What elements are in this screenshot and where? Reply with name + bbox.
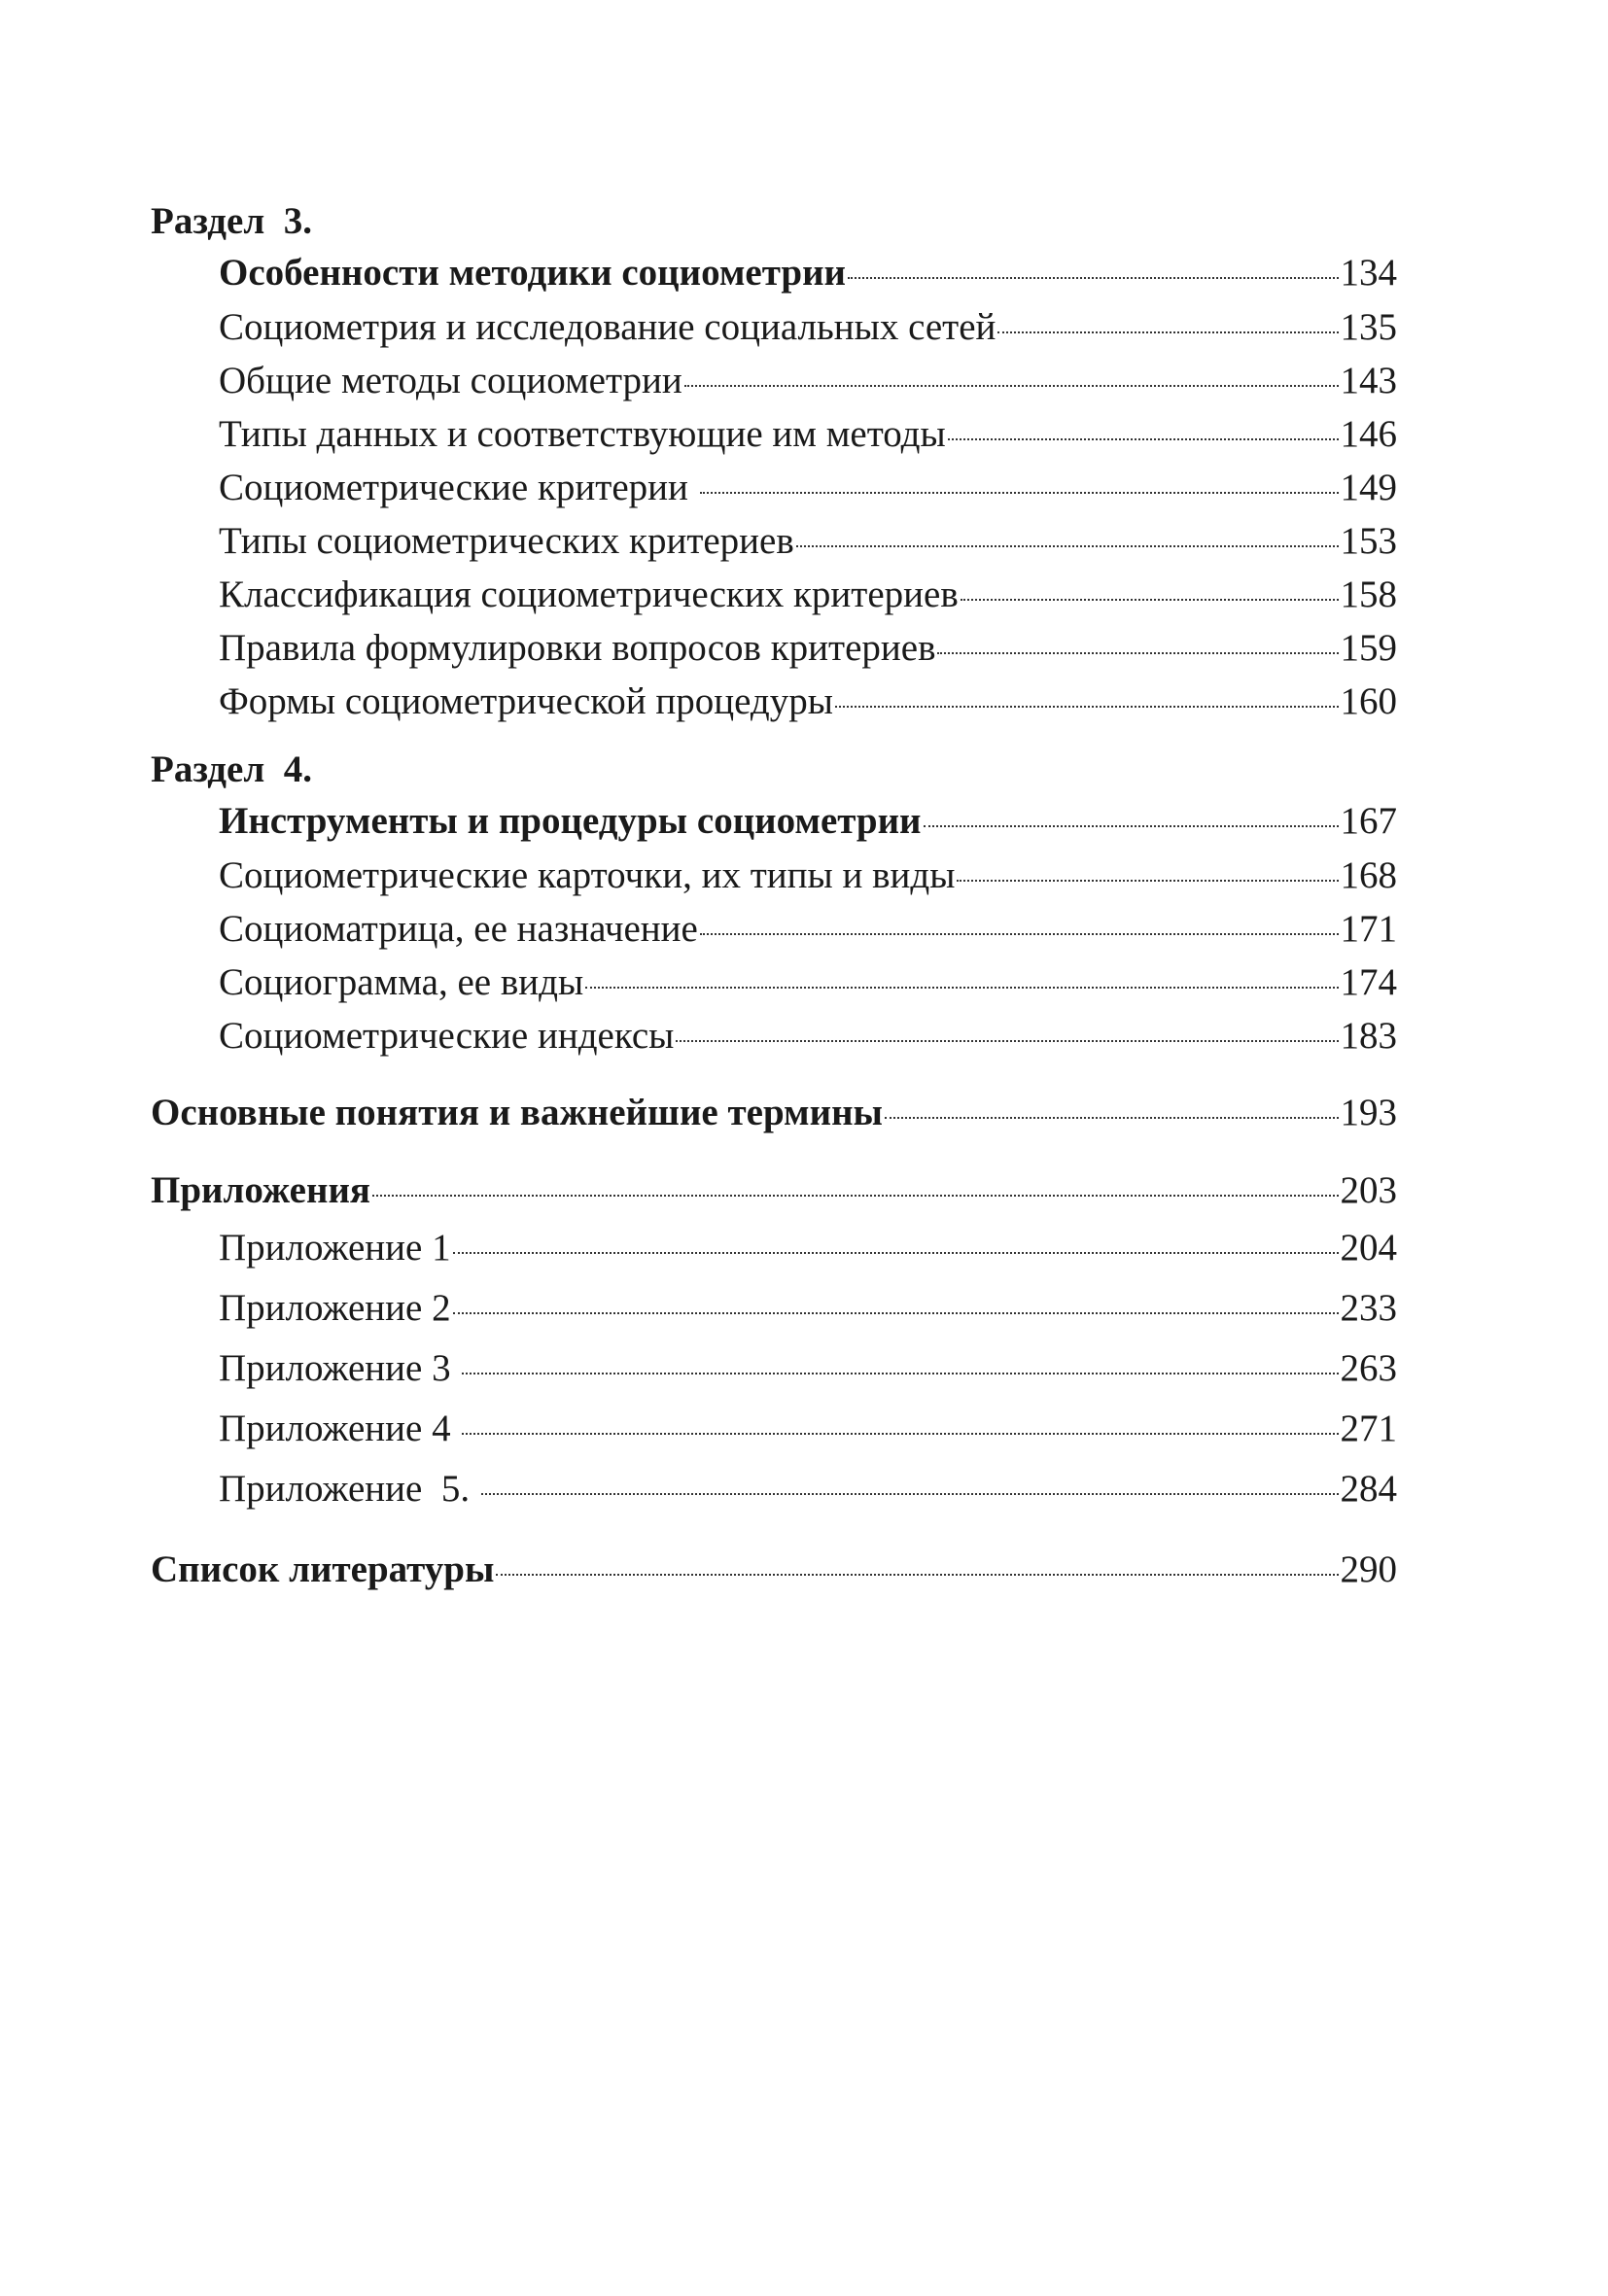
dot-leader	[684, 385, 1339, 387]
toc-entry-title: Приложение 2	[219, 1287, 451, 1329]
toc-entry-title: Общие методы социометрии	[219, 360, 682, 401]
toc-entry[interactable]	[151, 902, 1397, 956]
dot-leader	[585, 987, 1338, 989]
toc-entry[interactable]	[151, 514, 1397, 568]
toc-entry-title: Приложение 1	[219, 1227, 451, 1269]
dot-leader	[453, 1312, 1339, 1314]
toc-page-number: 158	[1340, 574, 1397, 615]
toc-page-number: 171	[1340, 908, 1397, 950]
toc-page-number: 290	[1340, 1548, 1397, 1590]
toc-page-number: 135	[1340, 306, 1397, 348]
dot-leader	[462, 1373, 1338, 1374]
toc-entry-title: Правила формулировки вопросов критериев	[219, 627, 936, 669]
dot-leader	[961, 599, 1339, 601]
dot-leader	[481, 1493, 1339, 1495]
toc-entry-title: Социометрические карточки, их типы и виды	[219, 854, 956, 896]
toc-entry[interactable]	[151, 568, 1397, 621]
toc-entry[interactable]	[151, 849, 1397, 902]
toc-page-number: 204	[1340, 1227, 1397, 1269]
toc-page-number: 149	[1340, 467, 1397, 508]
dot-leader	[372, 1195, 1338, 1197]
toc-entry-title: Приложение 5.	[219, 1468, 479, 1510]
dot-leader	[997, 331, 1338, 333]
toc-page-number: 271	[1340, 1408, 1397, 1449]
toc-entry-terms[interactable]	[151, 1086, 1397, 1140]
toc-page-number: 203	[1340, 1169, 1397, 1211]
table-of-contents	[151, 197, 1397, 1597]
toc-page-number: 168	[1340, 854, 1397, 896]
toc-entry[interactable]	[151, 956, 1397, 1009]
toc-entry-appendices[interactable]	[151, 1164, 1397, 1218]
toc-entry-appendix[interactable]	[151, 1399, 1397, 1459]
dot-leader	[937, 652, 1338, 654]
toc-page-number: 174	[1340, 961, 1397, 1003]
dot-leader	[700, 933, 1339, 935]
dot-leader	[835, 706, 1339, 708]
dot-leader	[848, 277, 1338, 279]
toc-page-number: 183	[1340, 1015, 1397, 1057]
toc-entry-title: Социометрия и исследование социальных сетей	[219, 306, 996, 348]
toc-entry[interactable]	[151, 300, 1397, 354]
toc-page-number: 193	[1340, 1092, 1397, 1133]
dot-leader	[796, 545, 1339, 547]
toc-page-number: 284	[1340, 1468, 1397, 1510]
toc-entry-appendix[interactable]	[151, 1218, 1397, 1278]
toc-entry[interactable]	[151, 461, 1397, 514]
dot-leader	[957, 880, 1338, 882]
dot-leader	[700, 492, 1339, 494]
toc-page-number: 134	[1340, 252, 1397, 294]
toc-entry-title: Приложение 4	[219, 1408, 461, 1449]
toc-entry-title: Инструменты и процедуры социометрии	[219, 800, 922, 842]
toc-page-number: 143	[1340, 360, 1397, 401]
toc-page-number: 167	[1340, 800, 1397, 842]
toc-entry-appendix[interactable]	[151, 1339, 1397, 1399]
dot-leader	[676, 1040, 1338, 1042]
section-3-label: Раздел 3.	[151, 200, 312, 242]
toc-page-number: 263	[1340, 1347, 1397, 1389]
dot-leader	[924, 825, 1339, 827]
toc-entry-title: Список литературы	[151, 1548, 495, 1590]
toc-entry[interactable]	[151, 354, 1397, 407]
toc-entry-title: Формы социометрической процедуры	[219, 680, 833, 722]
dot-leader	[885, 1117, 1339, 1119]
toc-entry-title: Социометрические индексы	[219, 1015, 675, 1057]
toc-entry-title: Типы данных и соответствующие им методы	[219, 413, 946, 455]
section-4-label: Раздел 4.	[151, 748, 312, 790]
toc-page-number: 159	[1340, 627, 1397, 669]
toc-page-number: 153	[1340, 520, 1397, 562]
toc-entry-title: Основные понятия и важнейшие термины	[151, 1092, 883, 1133]
toc-page-number: 233	[1340, 1287, 1397, 1329]
toc-entry-appendix[interactable]	[151, 1459, 1397, 1519]
toc-entry[interactable]	[151, 621, 1397, 675]
toc-entry-title: Социограмма, ее виды	[219, 961, 584, 1003]
dot-leader	[462, 1433, 1338, 1435]
toc-entry-appendix[interactable]	[151, 1278, 1397, 1339]
toc-entry-title: Особенности методики социометрии	[219, 252, 847, 294]
toc-entry-title: Приложение 3	[219, 1347, 461, 1389]
toc-page-number: 146	[1340, 413, 1397, 455]
toc-entry-title: Социометрические критерии	[219, 467, 698, 508]
dot-leader	[948, 438, 1339, 440]
toc-entry[interactable]	[151, 407, 1397, 461]
toc-entry-section-4-title[interactable]	[151, 794, 1397, 849]
dot-leader	[453, 1252, 1339, 1254]
toc-entry-bibliography[interactable]	[151, 1543, 1397, 1597]
toc-page-number: 160	[1340, 680, 1397, 722]
toc-entry-title: Типы социометрических критериев	[219, 520, 794, 562]
toc-entry-title: Классификация социометрических критериев	[219, 574, 959, 615]
toc-entry[interactable]	[151, 1009, 1397, 1062]
dot-leader	[496, 1574, 1338, 1576]
toc-entry[interactable]	[151, 675, 1397, 728]
toc-entry-title: Социоматрица, ее назначение	[219, 908, 698, 950]
toc-entry-title: Приложения	[151, 1169, 371, 1211]
toc-entry-section-3-title[interactable]	[151, 246, 1397, 300]
